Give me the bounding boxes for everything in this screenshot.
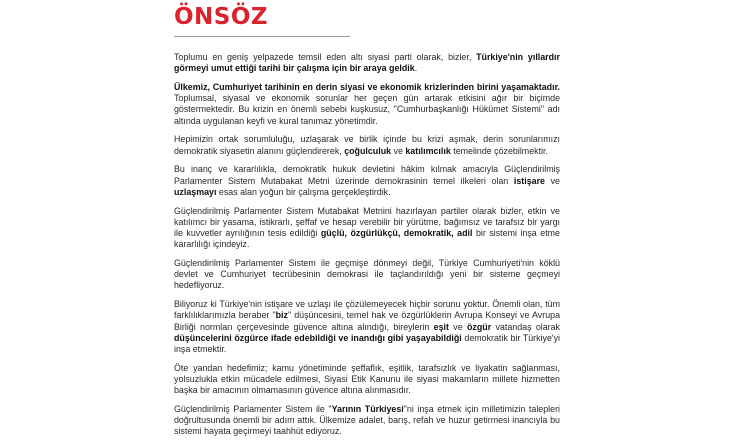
paragraph-text: demokratik bir Türkiye'yi inşa etmektir. (174, 332, 560, 355)
title-underline (174, 36, 350, 37)
bold-text: istişare (513, 175, 545, 186)
paragraph-text: ve (391, 145, 406, 156)
preface-body (174, 52, 560, 445)
paragraph-text: Güçlendirilmiş Parlamenter Sistem ile " (174, 404, 332, 415)
paragraph-text: ve (448, 321, 467, 332)
bold-text: özgür (467, 321, 492, 332)
paragraph-text: Toplumu en geniş yelpazede temsil eden altı siyasi parti olarak, bizler, (174, 52, 477, 62)
paragraph-5 (174, 206, 560, 251)
bold-text: Yarının Türkiyesi (331, 404, 404, 415)
paragraph-text: Biliyoruz ki Türkiye'nin istişare ve uzlaşı ile çözülemeyecek hiçbir sorunu yoktur. Önemli olan, tüm farklılıklarımızla beraber " (174, 299, 560, 321)
paragraph-text: esas alan yoğun bir çalışma gerçekleştirdik. (216, 186, 391, 197)
paragraph-text: Öte yandan hedefimiz; kamu yönetiminde şeffaflık, eşitlik, tarafsızlık ve liyakatin sağlanması, yolsuzlukla etkin mücadele edilmesi, Siyasi Etik Kanunu ile siyasi makamların millete hizmetten başka bir amacının olmamasının güvence altına alınmasıdır. (174, 362, 560, 396)
paragraph-9 (174, 404, 560, 438)
bold-text: güçlü, özgürlükçü, demokratik, adil (320, 228, 473, 239)
paragraph-8 (174, 363, 560, 397)
bold-text: Türkiye'nin yıllardır görmeyi umut ettiği tarihi bir çalışma için bir araya geldik (174, 52, 560, 74)
paragraph-text: bir sistemi inşa etme kararlılığı içindeyiz. (174, 228, 560, 250)
paragraph-7 (174, 299, 560, 355)
paragraph-text: vatandaş olarak (491, 321, 560, 332)
paragraph-text: temelinde çözebilmektir. (450, 145, 548, 156)
paragraph-2 (174, 82, 560, 127)
paragraph-text: ve (544, 175, 560, 186)
bold-text: Ülkemiz, Cumhuriyet tarihinin en derin siyasi ve ekonomik krizlerinden birini yaşamaktadır. (174, 82, 560, 92)
paragraph-text: "ni inşa etmek için milletimizin talepleri doğrultusunda önemli bir adım attık. Ülkemize adalet, barış, refah ve huzur getirmesi inancıyla bu sistemi hayata geçirmeyi taahhüt ediyoruz. (174, 404, 560, 437)
paragraph-3 (174, 134, 560, 156)
paragraph-text: Hepimizin ortak sorumluluğu, uzlaşarak ve birlik içinde bu krizi aşmak, derin sorunlarımızı demokratik siyasetin alanını güçlendirerek, (174, 134, 560, 156)
bold-text: uzlaşmayı (174, 186, 217, 197)
paragraph-1 (174, 52, 560, 74)
bold-text: çoğulculuk (344, 145, 392, 156)
paragraph-text: Toplumsal, siyasal ve ekonomik sorunlar her geçen gün artarak etkisini ağır bir biçimde göstermektedir. Bu krizin en önemli sebebi kuşkusuz, "Cumhurbaşkanlığı Hükümet Sistemi" adı altında uygulanan keyfi ve kural tanımaz yönetimdir. (174, 93, 560, 126)
paragraph-6 (174, 258, 560, 292)
bold-text: eşit (433, 321, 449, 332)
bold-text: biz (275, 310, 288, 321)
paragraph-text: " düşüncesini, temel hak ve özgürlüklerin Avrupa Konseyi ve Avrupa Birliği normları çerçevesinde güvence altına alındığı, bireylerin (174, 310, 561, 332)
paragraph-text: Bu inanç ve kararlılıkla, demokratik hukuk devletini hâkim kılmak amacıyla Güçlendirilmiş Parlamenter Sistem Mutabakat Metni üzerinde demokrasinin temel ilkeleri olan (174, 164, 560, 186)
bold-text: düşüncelerini özgürce ifade edebildiği ve inandığı gibi yaşayabildiği (174, 332, 462, 343)
paragraph-text: Güçlendirilmiş Parlamenter Sistem Mutabakat Metnini hazırlayan partiler olarak bizler, etkin ve katılımcı bir yasama, istikrarlı, şeffaf ve hesap verebilir bir yürütme, bağımsız ve tarafsız bir yargı ile kuvvetler ayrılığının tesis edildiği (174, 205, 560, 239)
paragraph-text: . (414, 63, 418, 74)
paragraph-4 (174, 164, 560, 198)
bold-text: katılımcılık (405, 145, 451, 156)
page-title: ÖNSÖZ (174, 4, 269, 30)
paragraph-text: Güçlendirilmiş Parlamenter Sistem ile geçmişe dönmeyi değil, Türkiye Cumhuriyeti'nin köklü devlet ve Cumhuriyet tecrübesinin demokrasi ile taçlandırıldığı yeni bir sisteme geçmeyi hedefliyoruz. (174, 258, 560, 291)
